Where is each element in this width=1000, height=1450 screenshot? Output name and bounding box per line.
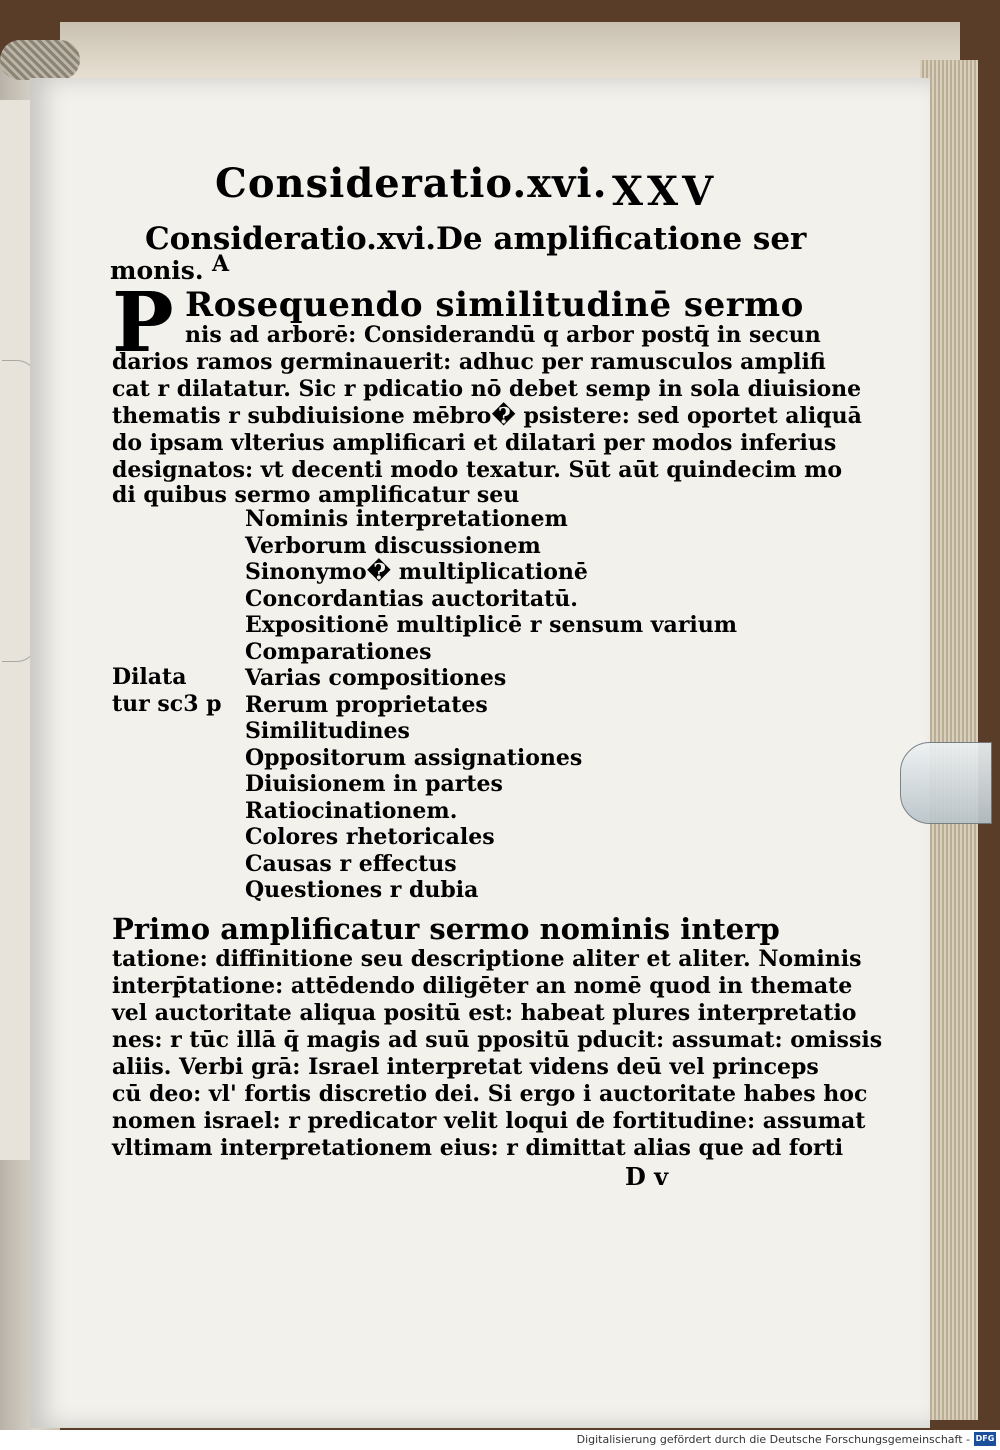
decorated-initial: P xyxy=(112,275,174,371)
list-item: Expositionē multiplicē r sensum varium xyxy=(245,612,738,638)
list-item: Rerum proprietates xyxy=(245,691,488,718)
section-heading: Consideratio.xvi.De amplificatione ser xyxy=(145,221,807,257)
section-heading-continuation: monis. xyxy=(110,256,204,285)
text-line: do ipsam vlterius amplificari et dilatari per modos inferius xyxy=(112,430,837,456)
book-top-edge xyxy=(60,22,960,82)
text-line: di quibus sermo amplificatur seu xyxy=(112,482,520,508)
list-item: Sinonymo� multiplicationē xyxy=(245,559,588,585)
text-line: vltimam interpretationem eius: r dimittat alias que ad forti xyxy=(112,1135,844,1161)
text-line: vel auctoritate aliqua positū est: habeat plures interpretatio xyxy=(112,1000,857,1026)
page-clip xyxy=(900,742,992,824)
footer-bar xyxy=(0,1430,1000,1450)
list-item: Varias compositiones xyxy=(245,665,507,691)
list-item: Comparationes xyxy=(245,638,432,665)
text-line: cat r dilatatur. Sic r pdicatio nō debet semp in sola diuisione xyxy=(112,376,862,402)
first-line: Rosequendo similitudinē sermo xyxy=(185,285,804,325)
text-line: thematis r subdiuisione mēbro� psistere: sed oportet aliquā xyxy=(112,403,862,429)
list-item: Questiones r dubia xyxy=(245,877,479,903)
list-item: Causas r effectus xyxy=(245,850,457,877)
text-line: tatione: diffinitione seu descriptione aliter et aliter. Nominis xyxy=(112,946,862,972)
binding-cord xyxy=(0,40,80,80)
text-line: nes: r tūc illā q̄ magis ad suū ppositū pducit: assumat: omissis xyxy=(112,1027,883,1053)
list-item: Diuisionem in partes xyxy=(245,771,503,797)
signature-mark-a: A xyxy=(212,251,230,277)
dfg-logo: DFG xyxy=(974,1432,996,1446)
list-item: Ratiocinationem. xyxy=(245,797,458,824)
text-line: nomen israel: r predicator velit loqui de fortitudine: assumat xyxy=(112,1108,866,1134)
text-line: interp̄tatione: attēdendo diligēter an nomē quod in themate xyxy=(112,973,853,999)
list-item: Concordantias auctoritatū. xyxy=(245,585,578,612)
paragraph-opening: Primo amplificatur sermo nominis interp xyxy=(112,912,780,946)
list-item: Verborum discussionem xyxy=(245,532,541,559)
list-item: Nominis interpretationem xyxy=(245,506,568,532)
list-item: Oppositorum assignationes xyxy=(245,744,583,771)
side-note-line: Dilata xyxy=(112,664,187,690)
text-line: designatos: vt decenti modo texatur. Sūt aūt quindecim mo xyxy=(112,457,843,483)
text-line: darios ramos germinauerit: adhuc per ramusculos amplifi xyxy=(112,349,826,375)
list-item: Similitudines xyxy=(245,718,410,744)
list-item: Colores rhetoricales xyxy=(245,824,495,850)
folio-number: XXV xyxy=(612,168,718,215)
text-line: cū deo: vl' fortis discretio dei. Si ergo i auctoritate habes hoc xyxy=(112,1081,868,1107)
signature-mark: D v xyxy=(625,1162,669,1191)
text-line: aliis. Verbi grā: Israel interpretat videns deū vel princeps xyxy=(112,1054,819,1080)
amplification-modes-list xyxy=(245,506,737,904)
text-line: nis ad arborē: Considerandū q arbor postq̄ in secun xyxy=(185,322,821,348)
side-note-line: tur sc3 p xyxy=(112,691,222,717)
footer-credit: Digitalisierung gefördert durch die Deutsche Forschungsgemeinschaft - xyxy=(576,1433,970,1446)
running-head: Consideratio.xvi. xyxy=(215,160,608,207)
